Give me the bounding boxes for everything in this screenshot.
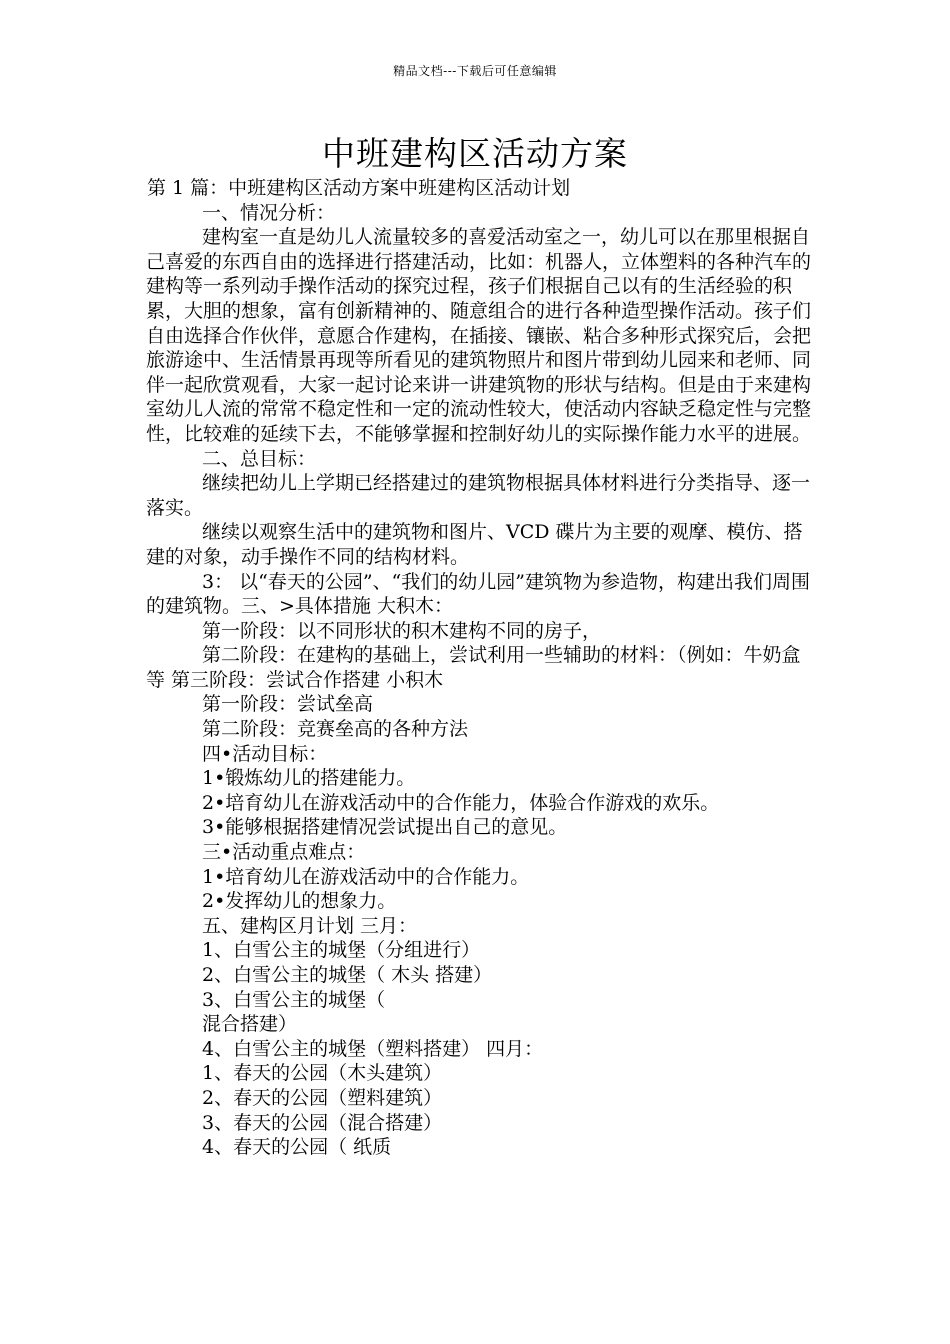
paragraph: 2•培育幼儿在游戏活动中的合作能力，体验合作游戏的欢乐。 [202, 791, 720, 814]
paragraph: 3•能够根据搭建情况尝试提出自己的意见。 [202, 816, 568, 839]
paragraph: 建构室一直是幼儿人流量较多的喜爱活动室之一，幼儿可以在那里根据自己喜爱的东西自由的选择进行搭建活动，比如：机器人，立体塑料的各种汽车的建构等一系列动手操作活动的探究过程，孩子们根据自己以有的生活经验的积累，大胆的想象，富有创新精神的、随意组合的进行各种造型操作活动。孩子们自由选择合作伙伴，意愿合作建构，在插接、镶嵌、粘合多种形式探究后，会把旅游途中、生活情景再现等所看见的建筑物照片和图片带到幼儿园来和老师、同伴一起欣赏观看，大家一起讨论来讲一讲建筑物的形状与结构。但是由于来建构室幼儿人流的常常不稳定性和一定的流动性较大，使活动内容缺乏稳定性与完整性，比较难的延续下去，不能够掌握和控制好幼儿的实际操作能力水平的进展。 [146, 226, 812, 445]
paragraph: 1、白雪公主的城堡（分组进行） [202, 939, 481, 962]
paragraph: 2、春天的公园（塑料建筑） [202, 1086, 443, 1109]
document-title: 中班建构区活动方案 [322, 134, 628, 173]
paragraph: 3： 以“春天的公园”、“我们的幼儿园”建筑物为参造物，构建出我们周围的建筑物。三、>具体措施 大积木： [146, 570, 810, 618]
paragraph: 继续把幼儿上学期已经搭建过的建筑物根据具体材料进行分类指导、逐一落实。 [146, 472, 811, 519]
paragraph: 第二阶段：竞赛垒高的各种方法 [202, 718, 469, 741]
paragraph: 2•发挥幼儿的想象力。 [202, 890, 397, 913]
paragraph: 二、总目标： [202, 447, 317, 470]
paragraph: 1•锻炼幼儿的搭建能力。 [202, 767, 416, 790]
header-note: 精品文档---下载后可任意编辑 [393, 64, 557, 78]
paragraph: 第二阶段：在建构的基础上，尝试利用一些辅助的材料：（例如：牛奶盒等 第三阶段：尝试合作搭建 小积木 [146, 644, 801, 691]
paragraph: 3、春天的公园（混合搭建） [202, 1111, 443, 1134]
paragraph: 2、白雪公主的城堡（ 木头 搭建） [202, 964, 493, 986]
paragraph: 混合搭建） [202, 1013, 298, 1036]
paragraph: 第一阶段：以不同形状的积木建构不同的房子， [202, 619, 602, 642]
paragraph: 1•培育幼儿在游戏活动中的合作能力。 [202, 865, 530, 888]
paragraph: 一、情况分析： [202, 201, 336, 224]
paragraph: 1、春天的公园（木头建筑） [202, 1062, 443, 1085]
paragraph: 第 1 篇：中班建构区活动方案中班建构区活动计划 [147, 177, 571, 199]
paragraph: 四•活动目标： [202, 742, 328, 765]
paragraph: 五、建构区月计划 三月： [202, 914, 418, 937]
paragraph: 4、白雪公主的城堡（塑料搭建） 四月： [202, 1037, 544, 1060]
paragraph: 三•活动重点难点： [202, 841, 366, 864]
paragraph: 4、春天的公园（ 纸质 [202, 1136, 392, 1159]
paragraph: 继续以观察生活中的建筑物和图片、VCD 碟片为主要的观摩、模仿、搭建的对象，动手操作不同的结构材料。 [146, 521, 803, 568]
paragraph: 第一阶段：尝试垒高 [202, 693, 374, 716]
document-body [146, 176, 812, 1160]
paragraph: 3、白雪公主的城堡（ [202, 988, 386, 1011]
